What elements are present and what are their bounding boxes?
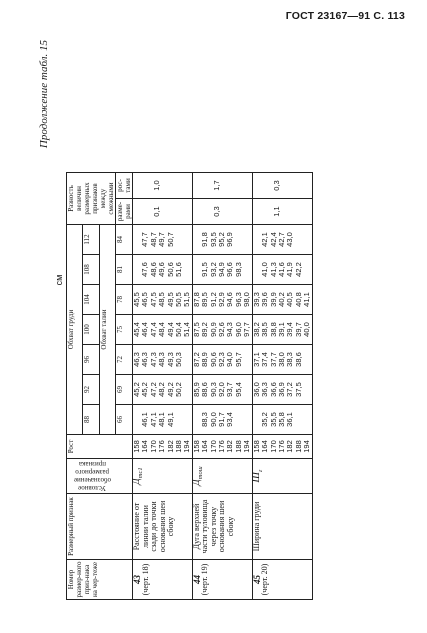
cell-value: 48,6 [148, 262, 158, 277]
cell-value: 97,7 [242, 322, 252, 337]
row-figure-ref: (черт. 18) [140, 563, 150, 596]
cell-value: 41,1 [302, 292, 312, 307]
chest-column-cell [133, 315, 193, 345]
row-symbol-main: Д [190, 479, 202, 486]
cell-value: 50,5 [174, 292, 184, 307]
cell-value: 47,6 [140, 262, 150, 277]
height-value: 182 [225, 440, 235, 453]
cell-value: 43,0 [285, 232, 295, 247]
cell-value: 87,2 [191, 352, 201, 367]
cell-value [183, 346, 191, 373]
cell-value: 49,3 [165, 352, 175, 367]
height-value: 188 [174, 440, 184, 453]
cell-value: 48,3 [157, 352, 167, 367]
header-diff: Разность величин размерных признаков между смежными [67, 173, 116, 225]
chest-column-cell [192, 345, 252, 375]
cell-value: 90,3 [208, 382, 218, 397]
row-symbol-main: Ш [250, 472, 262, 483]
cell-value [243, 346, 251, 373]
row-symbol-sub: тс1 [137, 467, 144, 479]
header-feature: Размерный признак [67, 494, 133, 560]
cell-value: 46,4 [140, 322, 150, 337]
row-heights [252, 435, 312, 459]
cell-value: 96,0 [233, 322, 243, 337]
cell-value: 91,2 [208, 292, 218, 307]
cell-value: 49,6 [157, 262, 167, 277]
row-figure-ref: (черт. 20) [260, 563, 270, 596]
row-diff-heights: 1,7 [192, 173, 252, 199]
cell-value: 88,6 [200, 382, 210, 397]
cell-value: 87,5 [191, 322, 201, 337]
cell-value: 95,7 [233, 352, 243, 367]
rotated-table-block [38, 40, 413, 600]
height-value: 176 [157, 440, 167, 453]
height-value: 170 [148, 440, 158, 453]
cell-value: 40,2 [276, 292, 286, 307]
cell-value: 90,9 [208, 322, 218, 337]
cell-value: 93,2 [208, 262, 218, 277]
waist-value-4: 78 [116, 285, 133, 315]
cell-value: 42,7 [276, 232, 286, 247]
cell-value: 35,8 [276, 412, 286, 427]
cell-value: 90,0 [208, 412, 218, 427]
chest-column-cell [133, 375, 193, 405]
row-diff-sizes: 0,3 [192, 199, 252, 225]
cell-value: 91,8 [200, 232, 210, 247]
row-diff-sizes: 0,1 [133, 199, 193, 225]
table-row [133, 173, 193, 600]
chest-column-cell [192, 225, 252, 255]
chest-column-cell [192, 285, 252, 315]
row-number-value: 43 [132, 575, 142, 584]
height-value: 194 [242, 440, 252, 453]
cell-value: 38,3 [285, 352, 295, 367]
cell-value: 96,9 [225, 232, 235, 247]
chest-column-cell [252, 345, 312, 375]
cell-value: 45,5 [132, 292, 141, 307]
chest-column-cell [133, 405, 193, 435]
chest-column-cell [192, 315, 252, 345]
table-row [192, 173, 252, 600]
cell-value: 48,1 [157, 412, 167, 427]
cell-value: 49,7 [157, 232, 167, 247]
cell-value: 49,4 [165, 322, 175, 337]
cell-value: 92,0 [217, 382, 227, 397]
chest-value-0: 88 [83, 405, 99, 435]
height-value: 158 [191, 440, 201, 453]
cell-value: 88,9 [200, 352, 210, 367]
cell-value: 36,9 [276, 382, 286, 397]
chest-column-cell [192, 255, 252, 285]
waist-value-3: 75 [116, 315, 133, 345]
cell-value: 45,2 [140, 382, 150, 397]
cell-value: 50,7 [165, 232, 175, 247]
waist-value-2: 72 [116, 345, 133, 375]
cell-value: 39,9 [268, 292, 278, 307]
cell-value: 92,3 [217, 352, 227, 367]
row-feature: Дуга верхней части туловища через точку основания шеи сбоку [192, 494, 252, 560]
row-number-value: 44 [191, 575, 202, 584]
cell-value: 38,2 [251, 322, 261, 337]
cell-value: 47,5 [148, 292, 158, 307]
cell-value: 40,5 [285, 292, 295, 307]
cell-value: 94,0 [225, 352, 235, 367]
cell-value: 45,4 [132, 322, 141, 337]
chest-column-cell [192, 405, 252, 435]
height-value: 182 [165, 440, 175, 453]
cell-value: 98,0 [242, 292, 252, 307]
cell-value: 47,4 [148, 322, 158, 337]
chest-column-cell [252, 255, 312, 285]
height-value: 188 [233, 440, 243, 453]
row-number [252, 560, 312, 600]
row-number-value: 45 [251, 575, 262, 584]
cell-value: 92,9 [217, 292, 227, 307]
cell-value: 37,1 [251, 352, 261, 367]
cell-value: 49,1 [165, 412, 175, 427]
cell-value: 47,7 [140, 232, 150, 247]
cell-value: 91,5 [200, 262, 210, 277]
height-value: 158 [132, 440, 141, 453]
cell-value: 37,5 [293, 382, 303, 397]
cell-value: 85,9 [191, 382, 201, 397]
chest-column-cell [252, 405, 312, 435]
cell-value [243, 406, 251, 433]
page-header: ГОСТ 23167—91 С. 113 [285, 10, 405, 22]
chest-column-cell [252, 375, 312, 405]
cell-value: 36,6 [268, 382, 278, 397]
row-feature: Расстояние от линии талии сзади до точки основания шеи сбоку [133, 494, 193, 560]
cell-value: 48,4 [157, 322, 167, 337]
cell-value: 93,4 [225, 412, 235, 427]
cell-value: 47,3 [148, 352, 158, 367]
chest-column-cell [252, 315, 312, 345]
cell-value [183, 256, 191, 283]
cell-value: 38,8 [268, 322, 278, 337]
cell-value: 47,2 [148, 382, 158, 397]
waist-value-1: 69 [116, 375, 133, 405]
cell-value: 51,5 [182, 292, 192, 307]
height-value: 170 [208, 440, 218, 453]
cell-value: 41,3 [268, 262, 278, 277]
chest-value-6: 112 [83, 225, 99, 255]
cell-value: 94,9 [217, 262, 227, 277]
header-symbol [67, 459, 133, 494]
cell-value: 42,2 [293, 262, 303, 277]
cell-value: 40,0 [302, 322, 312, 337]
height-value: 194 [182, 440, 192, 453]
chest-value-5: 108 [83, 255, 99, 285]
chest-column-cell [133, 225, 193, 255]
header-height: Рост [67, 435, 133, 459]
cell-value: 48,5 [157, 292, 167, 307]
cell-value [303, 346, 311, 373]
header-waist: Обхват талии [99, 225, 115, 435]
height-value: 164 [200, 440, 210, 453]
waist-value-0: 66 [116, 405, 133, 435]
cell-value: 46,5 [140, 292, 150, 307]
height-value: 176 [276, 440, 286, 453]
cell-value [183, 226, 191, 253]
cell-value: 98,3 [233, 262, 243, 277]
cell-value: 91,7 [217, 412, 227, 427]
chest-value-1: 92 [83, 375, 99, 405]
table-row [252, 173, 312, 600]
cell-value: 50,3 [174, 352, 184, 367]
cell-value [303, 406, 311, 433]
cell-value [303, 376, 311, 403]
cell-value [243, 226, 251, 253]
cell-value: 48,7 [148, 232, 158, 247]
row-diff-heights: 0,3 [252, 173, 312, 199]
cell-value: 38,0 [276, 352, 286, 367]
cell-value: 51,6 [174, 262, 184, 277]
header-diff-heights: рос-тами [116, 173, 133, 199]
cell-value: 46,3 [132, 352, 141, 367]
cell-value: 46,3 [140, 352, 150, 367]
cell-value: 41,0 [260, 262, 270, 277]
cell-value: 49,5 [165, 292, 175, 307]
cell-value: 48,2 [157, 382, 167, 397]
cell-value [183, 376, 191, 403]
cell-value: 39,1 [276, 322, 286, 337]
row-number [192, 560, 252, 600]
cell-value: 39,4 [285, 322, 295, 337]
row-figure-ref: (черт. 19) [200, 563, 210, 596]
cell-value: 93,7 [225, 382, 235, 397]
cell-value: 40,8 [293, 292, 303, 307]
cell-value [183, 406, 191, 433]
height-value: 158 [251, 440, 261, 453]
cell-value: 41,9 [285, 262, 295, 277]
cell-value: 42,4 [268, 232, 278, 247]
row-feature: Ширина груди [252, 494, 312, 560]
cell-value: 95,4 [233, 382, 243, 397]
cell-value [303, 226, 311, 253]
cell-value: 35,5 [268, 412, 278, 427]
cell-value: 50,4 [174, 322, 184, 337]
size-table [66, 172, 313, 600]
cell-value: 96,3 [233, 292, 243, 307]
cell-value: 46,1 [140, 412, 150, 427]
chest-column-cell [252, 285, 312, 315]
cell-value: 50,2 [174, 382, 184, 397]
row-diff-heights: 1,0 [133, 173, 193, 199]
cell-value [303, 256, 311, 283]
height-value: 164 [140, 440, 150, 453]
cell-value: 49,2 [165, 382, 175, 397]
header-diff-sizes: разме-рами [116, 199, 133, 225]
chest-column-cell [252, 225, 312, 255]
cell-value: 89,5 [200, 292, 210, 307]
row-heights [192, 435, 252, 459]
chest-column-cell [192, 375, 252, 405]
cell-value [243, 376, 251, 403]
row-symbol [133, 459, 193, 494]
cell-value: 90,6 [208, 352, 218, 367]
height-value: 164 [260, 440, 270, 453]
waist-value-6: 84 [116, 225, 133, 255]
height-value: 170 [268, 440, 278, 453]
cell-value: 50,6 [165, 262, 175, 277]
row-symbol [192, 459, 252, 494]
chest-value-2: 96 [83, 345, 99, 375]
cell-value: 37,4 [260, 352, 270, 367]
cell-value: 38,6 [293, 352, 303, 367]
cell-value: 94,6 [225, 292, 235, 307]
chest-value-3: 100 [83, 315, 99, 345]
chest-column-cell [133, 345, 193, 375]
row-diff-sizes: 1,1 [252, 199, 312, 225]
height-value: 188 [293, 440, 303, 453]
row-heights [133, 435, 193, 459]
height-value: 176 [217, 440, 227, 453]
chest-value-4: 104 [83, 285, 99, 315]
header-chest: Обхват груди [67, 225, 83, 435]
cell-value: 38,5 [260, 322, 270, 337]
cell-value: 39,6 [260, 292, 270, 307]
cell-value: 36,0 [251, 382, 261, 397]
height-value: 194 [302, 440, 312, 453]
cell-value: 35,2 [260, 412, 270, 427]
waist-value-5: 81 [116, 255, 133, 285]
header-number: Номер размер-ного приз-нака на чер-теже [67, 560, 133, 600]
cell-value [243, 256, 251, 283]
cell-value: 36,1 [285, 412, 295, 427]
cell-value: 96,6 [225, 262, 235, 277]
cell-value: 89,2 [200, 322, 210, 337]
cell-value: 37,7 [268, 352, 278, 367]
row-symbol [252, 459, 312, 494]
cell-value: 94,3 [225, 322, 235, 337]
header-symbol-text: Условное обозначение размерного признака [73, 460, 111, 492]
cell-value: 88,3 [200, 412, 210, 427]
chest-column-cell [133, 255, 193, 285]
row-number [133, 560, 193, 600]
cell-value: 42,1 [260, 232, 270, 247]
cell-value: 95,2 [217, 232, 227, 247]
cell-value: 93,5 [208, 232, 218, 247]
cell-value: 39,7 [293, 322, 303, 337]
row-symbol-sub: г [256, 469, 264, 473]
cell-value: 39,3 [251, 292, 261, 307]
cell-value: 51,4 [182, 322, 192, 337]
cell-value: 45,2 [132, 382, 141, 397]
header-row-1 [67, 173, 83, 600]
cell-value: 47,1 [148, 412, 158, 427]
cell-value: 92,6 [217, 322, 227, 337]
cell-value: 37,2 [285, 382, 295, 397]
cell-value: 41,6 [276, 262, 286, 277]
height-value: 182 [285, 440, 295, 453]
row-symbol-main: Д [131, 478, 142, 485]
chest-column-cell [133, 285, 193, 315]
cell-value: 87,8 [191, 292, 201, 307]
continuation-label: Продолжение табл. 15 [38, 40, 50, 149]
unit-label: см [54, 274, 64, 286]
cell-value: 36,3 [260, 382, 270, 397]
row-symbol-sub: тош [196, 466, 204, 480]
